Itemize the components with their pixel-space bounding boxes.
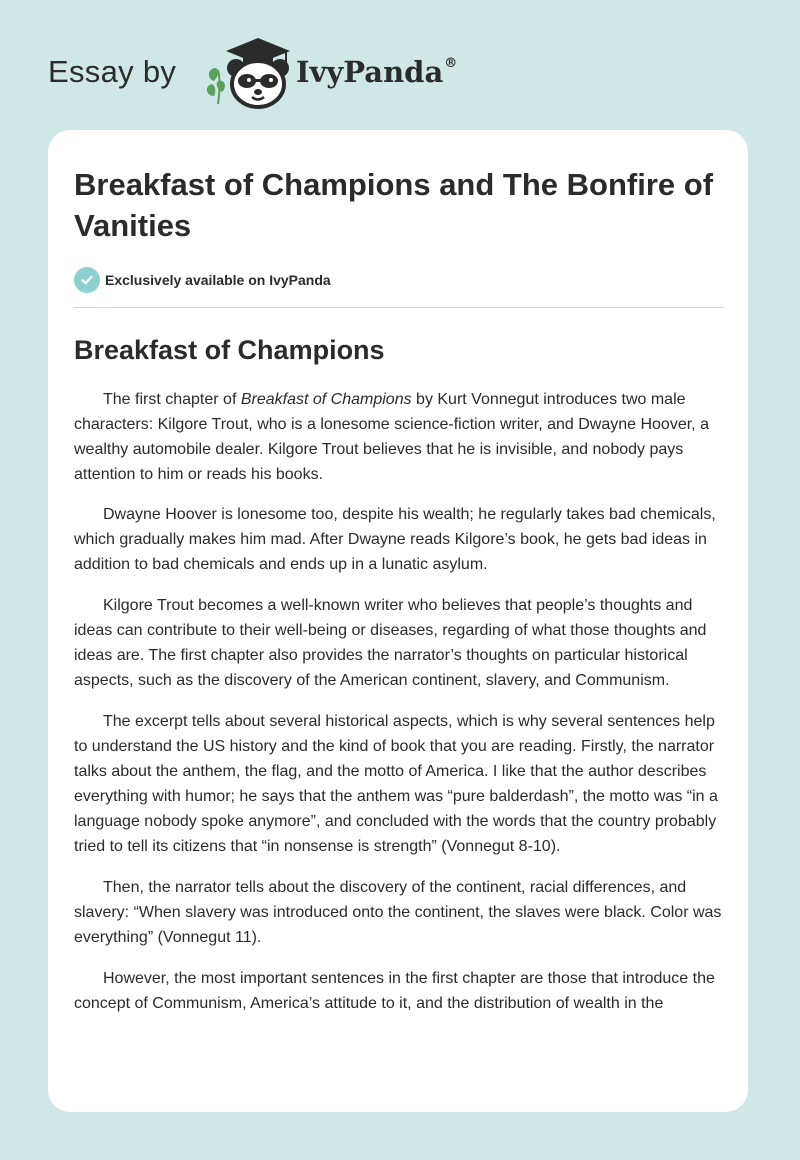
site-header-brand[interactable] bbox=[48, 34, 468, 114]
exclusive-label: Exclusively available on IvyPanda bbox=[105, 272, 331, 288]
divider bbox=[74, 307, 724, 308]
paragraph: The first chapter of Breakfast of Champions by Kurt Vonnegut introduces two male characters: Kilgore Trout, who is a lonesome science-fiction writer, and Dwayne Hoover, a wealthy automobile dealer. Kilgore Trout believes that he is invisible, and nobody pays attention to him or reads his books. bbox=[74, 391, 709, 483]
ivypanda-brand-name: IvyPanda® bbox=[296, 55, 458, 89]
paragraph: The excerpt tells about several historical aspects, which is why several sentences help to understand the US history and the kind of book that you are reading. Firstly, the narrator talks about the anthem, the flag, and the motto of America. I like that the author describes everything with humor; he says that the anthem was “pure balderdash”, the motto was “in a language nobody spoke anymore”, and concluded with the words that the country probably tried to tell its citizens that “in nonsense is strength” (Vonnegut 8-10). bbox=[74, 713, 718, 855]
essay-body bbox=[74, 387, 724, 1016]
paragraph: Then, the narrator tells about the discovery of the continent, racial differences, and slavery: “When slavery was introduced onto the continent, the slaves were black. Color was everything” (Vonnegut 11). bbox=[74, 879, 722, 946]
registered-mark: ® bbox=[444, 56, 458, 72]
paragraph: Kilgore Trout becomes a well-known writer who believes that people’s thoughts and ideas can contribute to their well-being or diseases, regarding of what those thoughts and ideas are. The first chapter also provides the narrator’s thoughts on particular historical aspects, such as the discovery of the American continent, slavery, and Communism. bbox=[74, 597, 707, 689]
essay-title: Breakfast of Champions and The Bonfire of Vanities bbox=[74, 167, 714, 243]
paragraph: However, the most important sentences in the first chapter are those that introduce the concept of Communism, America’s attitude to it, and the distribution of wealth in the bbox=[74, 970, 715, 1012]
essay-card bbox=[48, 130, 748, 1112]
essay-content bbox=[74, 164, 724, 1032]
section-heading: Breakfast of Champions bbox=[74, 335, 385, 365]
check-icon bbox=[74, 267, 100, 293]
paragraph: Dwayne Hoover is lonesome too, despite his wealth; he regularly takes bad chemicals, which gradually makes him mad. After Dwayne reads Kilgore’s book, he gets bad ideas in addition to bad chemicals and ends up in a lunatic asylum. bbox=[74, 506, 716, 573]
exclusive-badge bbox=[74, 266, 724, 294]
book-title-italic: Breakfast of Champions bbox=[240, 391, 412, 408]
essay-by-label: Essay by bbox=[48, 54, 177, 89]
ivypanda-panda-logo-icon bbox=[200, 34, 292, 110]
